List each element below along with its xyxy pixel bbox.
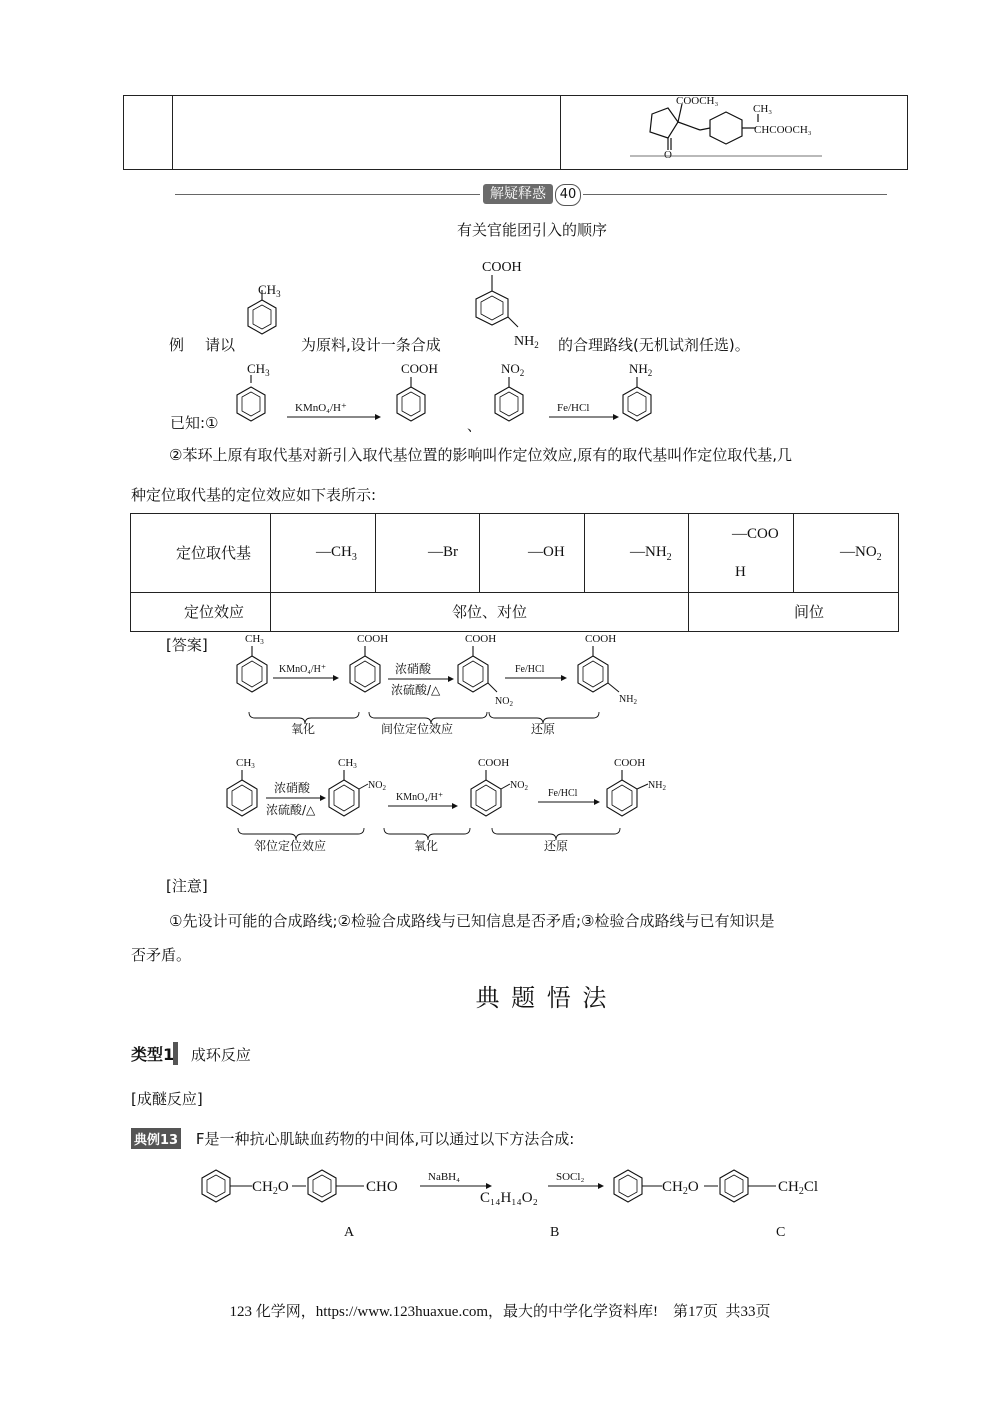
svg-text:还原: 还原 xyxy=(544,839,569,853)
svg-text:COOH: COOH xyxy=(465,633,497,645)
svg-text:还原: 还原 xyxy=(531,722,556,736)
svg-text:CH2Cl: $CH_2Cl$ xyxy=(778,1179,819,1197)
group-br: —Br xyxy=(428,544,458,560)
effect-ortho-para: 邻位、对位 xyxy=(452,603,528,621)
type-block xyxy=(131,1042,251,1065)
banner-number: 40 xyxy=(555,184,581,206)
svg-text:浓硝酸: 浓硝酸 xyxy=(274,781,311,795)
svg-text:间位定位效应: 间位定位效应 xyxy=(381,722,454,736)
svg-text:KMnO₄/H⁺: KMnO₄/H⁺ xyxy=(279,664,327,675)
svg-text:Fe/HCl: Fe/HCl xyxy=(515,664,545,675)
svg-text:CH3: CH3 xyxy=(245,633,264,646)
svg-text:CH2O: $CH_2O$ xyxy=(662,1179,699,1197)
example13-line xyxy=(131,1128,574,1149)
group-coch3: COOCH₃ xyxy=(676,95,719,107)
svg-text:COOH: COOH xyxy=(585,633,617,645)
group-chcooch3: CHCOOCH₃ xyxy=(754,124,812,136)
carbonyl-o: O xyxy=(664,149,672,161)
svg-text:COOH: COOH xyxy=(482,260,522,275)
svg-text:COOH: COOH xyxy=(401,361,438,376)
svg-text:A: A xyxy=(344,1225,355,1240)
svg-text:B: B xyxy=(550,1225,560,1240)
note-line-1: ②苯环上原有取代基对新引入取代基位置的影响叫作定位效应,原有的取代基叫作定位取代基,几 xyxy=(169,446,792,464)
attention-line-2: 否矛盾。 xyxy=(131,946,192,964)
note-line-2: 种定位取代基的定位效应如下表所示: xyxy=(131,486,377,504)
answer-route-1 xyxy=(225,628,665,740)
svg-text:NO2: $NO_2$ xyxy=(501,361,525,378)
row-header-effect: 定位效应 xyxy=(184,603,245,621)
svg-text:KMnO₄/H⁺: KMnO₄/H⁺ xyxy=(396,792,444,803)
svg-text:SOCl₂: SOCl₂ xyxy=(556,1171,585,1183)
top-structure xyxy=(630,92,850,164)
svg-text:CH3: CH3 xyxy=(236,757,255,770)
subheading: [成醚反应] xyxy=(131,1090,203,1108)
svg-text:NaBH₄: NaBH₄ xyxy=(428,1171,460,1183)
svg-text:COOH: COOH xyxy=(614,757,646,769)
known-prefix: 已知:① xyxy=(170,414,219,432)
svg-text:NO2: $NO_2$ xyxy=(368,780,386,792)
svg-text:Fe/HCl: Fe/HCl xyxy=(548,788,578,799)
example13-tag: 典例13 xyxy=(131,1128,181,1149)
example13-scheme xyxy=(196,1160,846,1250)
svg-text:氧化: 氧化 xyxy=(414,839,439,853)
group-oh: —OH xyxy=(528,544,565,560)
svg-text:浓硝酸: 浓硝酸 xyxy=(395,662,432,676)
group-ch3: $—CH_3$ xyxy=(316,544,357,563)
section-banner xyxy=(175,184,887,206)
example13-text: F是一种抗心肌缺血药物的中间体,可以通过以下方法合成: xyxy=(195,1130,575,1148)
effect-meta: 间位 xyxy=(794,603,825,621)
svg-text:COOH: COOH xyxy=(478,757,510,769)
svg-text:CH3: CH3 xyxy=(338,757,357,770)
svg-text:浓硫酸/△: 浓硫酸/△ xyxy=(266,803,316,817)
section-heading: 典 题 悟 法 xyxy=(475,984,609,1012)
type-text: 成环反应 xyxy=(190,1046,251,1064)
group-cooh: —COO xyxy=(732,526,779,542)
group-ch3: CH₃ xyxy=(753,103,773,115)
svg-text:邻位定位效应: 邻位定位效应 xyxy=(254,839,327,853)
row-header-substituent: 定位取代基 xyxy=(176,544,252,562)
attention-label: [注意] xyxy=(166,877,208,895)
type-tag: 类型1 xyxy=(131,1042,178,1065)
svg-text:氧化: 氧化 xyxy=(291,722,316,736)
answer-route-2 xyxy=(216,752,686,860)
page-footer: 123 化学网，https://www.123huaxue.com，最大的中学化学资料库! 第17页 共33页 xyxy=(229,1304,771,1320)
attention-line-1: ①先设计可能的合成路线;②检验合成路线与已知信息是否矛盾;③检验合成路线与已有知识是 xyxy=(169,912,775,930)
group-cooh-tail: H xyxy=(735,564,746,580)
svg-text:C: C xyxy=(776,1225,786,1240)
svg-text:NH2: $NH_2$ xyxy=(629,361,653,378)
example-line xyxy=(169,334,969,354)
example-part2: 为原料,设计一条合成 xyxy=(301,336,441,354)
group-nh2: $—NH_2$ xyxy=(630,544,672,563)
example-part3: 的合理路线(无机试剂任选)。 xyxy=(558,336,750,354)
example-lead: 例 xyxy=(169,336,185,354)
reagent-fehcl: Fe/HCl xyxy=(557,402,590,414)
svg-text:NO2: $NO_2$ xyxy=(495,696,513,708)
svg-text:CHO: CHO xyxy=(366,1179,398,1195)
svg-text:CH2O: $CH_2O$ xyxy=(252,1179,289,1197)
svg-text:NH2: $NH_2$ xyxy=(514,334,539,350)
example-part1: 请以 xyxy=(205,336,236,354)
svg-text:NH2: $NH_2$ xyxy=(619,694,637,706)
section-title: 有关官能团引入的顺序 xyxy=(456,221,607,239)
svg-text:NO2: $NO_2$ xyxy=(510,780,528,792)
directing-table xyxy=(130,513,899,632)
answer-label: [答案] xyxy=(166,636,208,654)
svg-text:NH2: $NH_2$ xyxy=(648,780,666,792)
known-reactions xyxy=(225,355,675,435)
svg-text:COOH: COOH xyxy=(357,633,389,645)
svg-text:C₁₄H₁₄O₂: C₁₄H₁₄O₂ xyxy=(480,1190,538,1206)
separator: 、 xyxy=(467,419,481,435)
svg-text:浓硫酸/△: 浓硫酸/△ xyxy=(391,683,441,697)
group-no2: $—NO_2$ xyxy=(840,544,882,563)
banner-label: 解疑释惑 xyxy=(483,184,553,204)
svg-text:CH3: $CH_3$ xyxy=(247,361,270,378)
reagent-kmno4: KMnO₄/H⁺ xyxy=(295,402,347,414)
svg-text:CH3: $CH_3$ xyxy=(258,282,281,299)
